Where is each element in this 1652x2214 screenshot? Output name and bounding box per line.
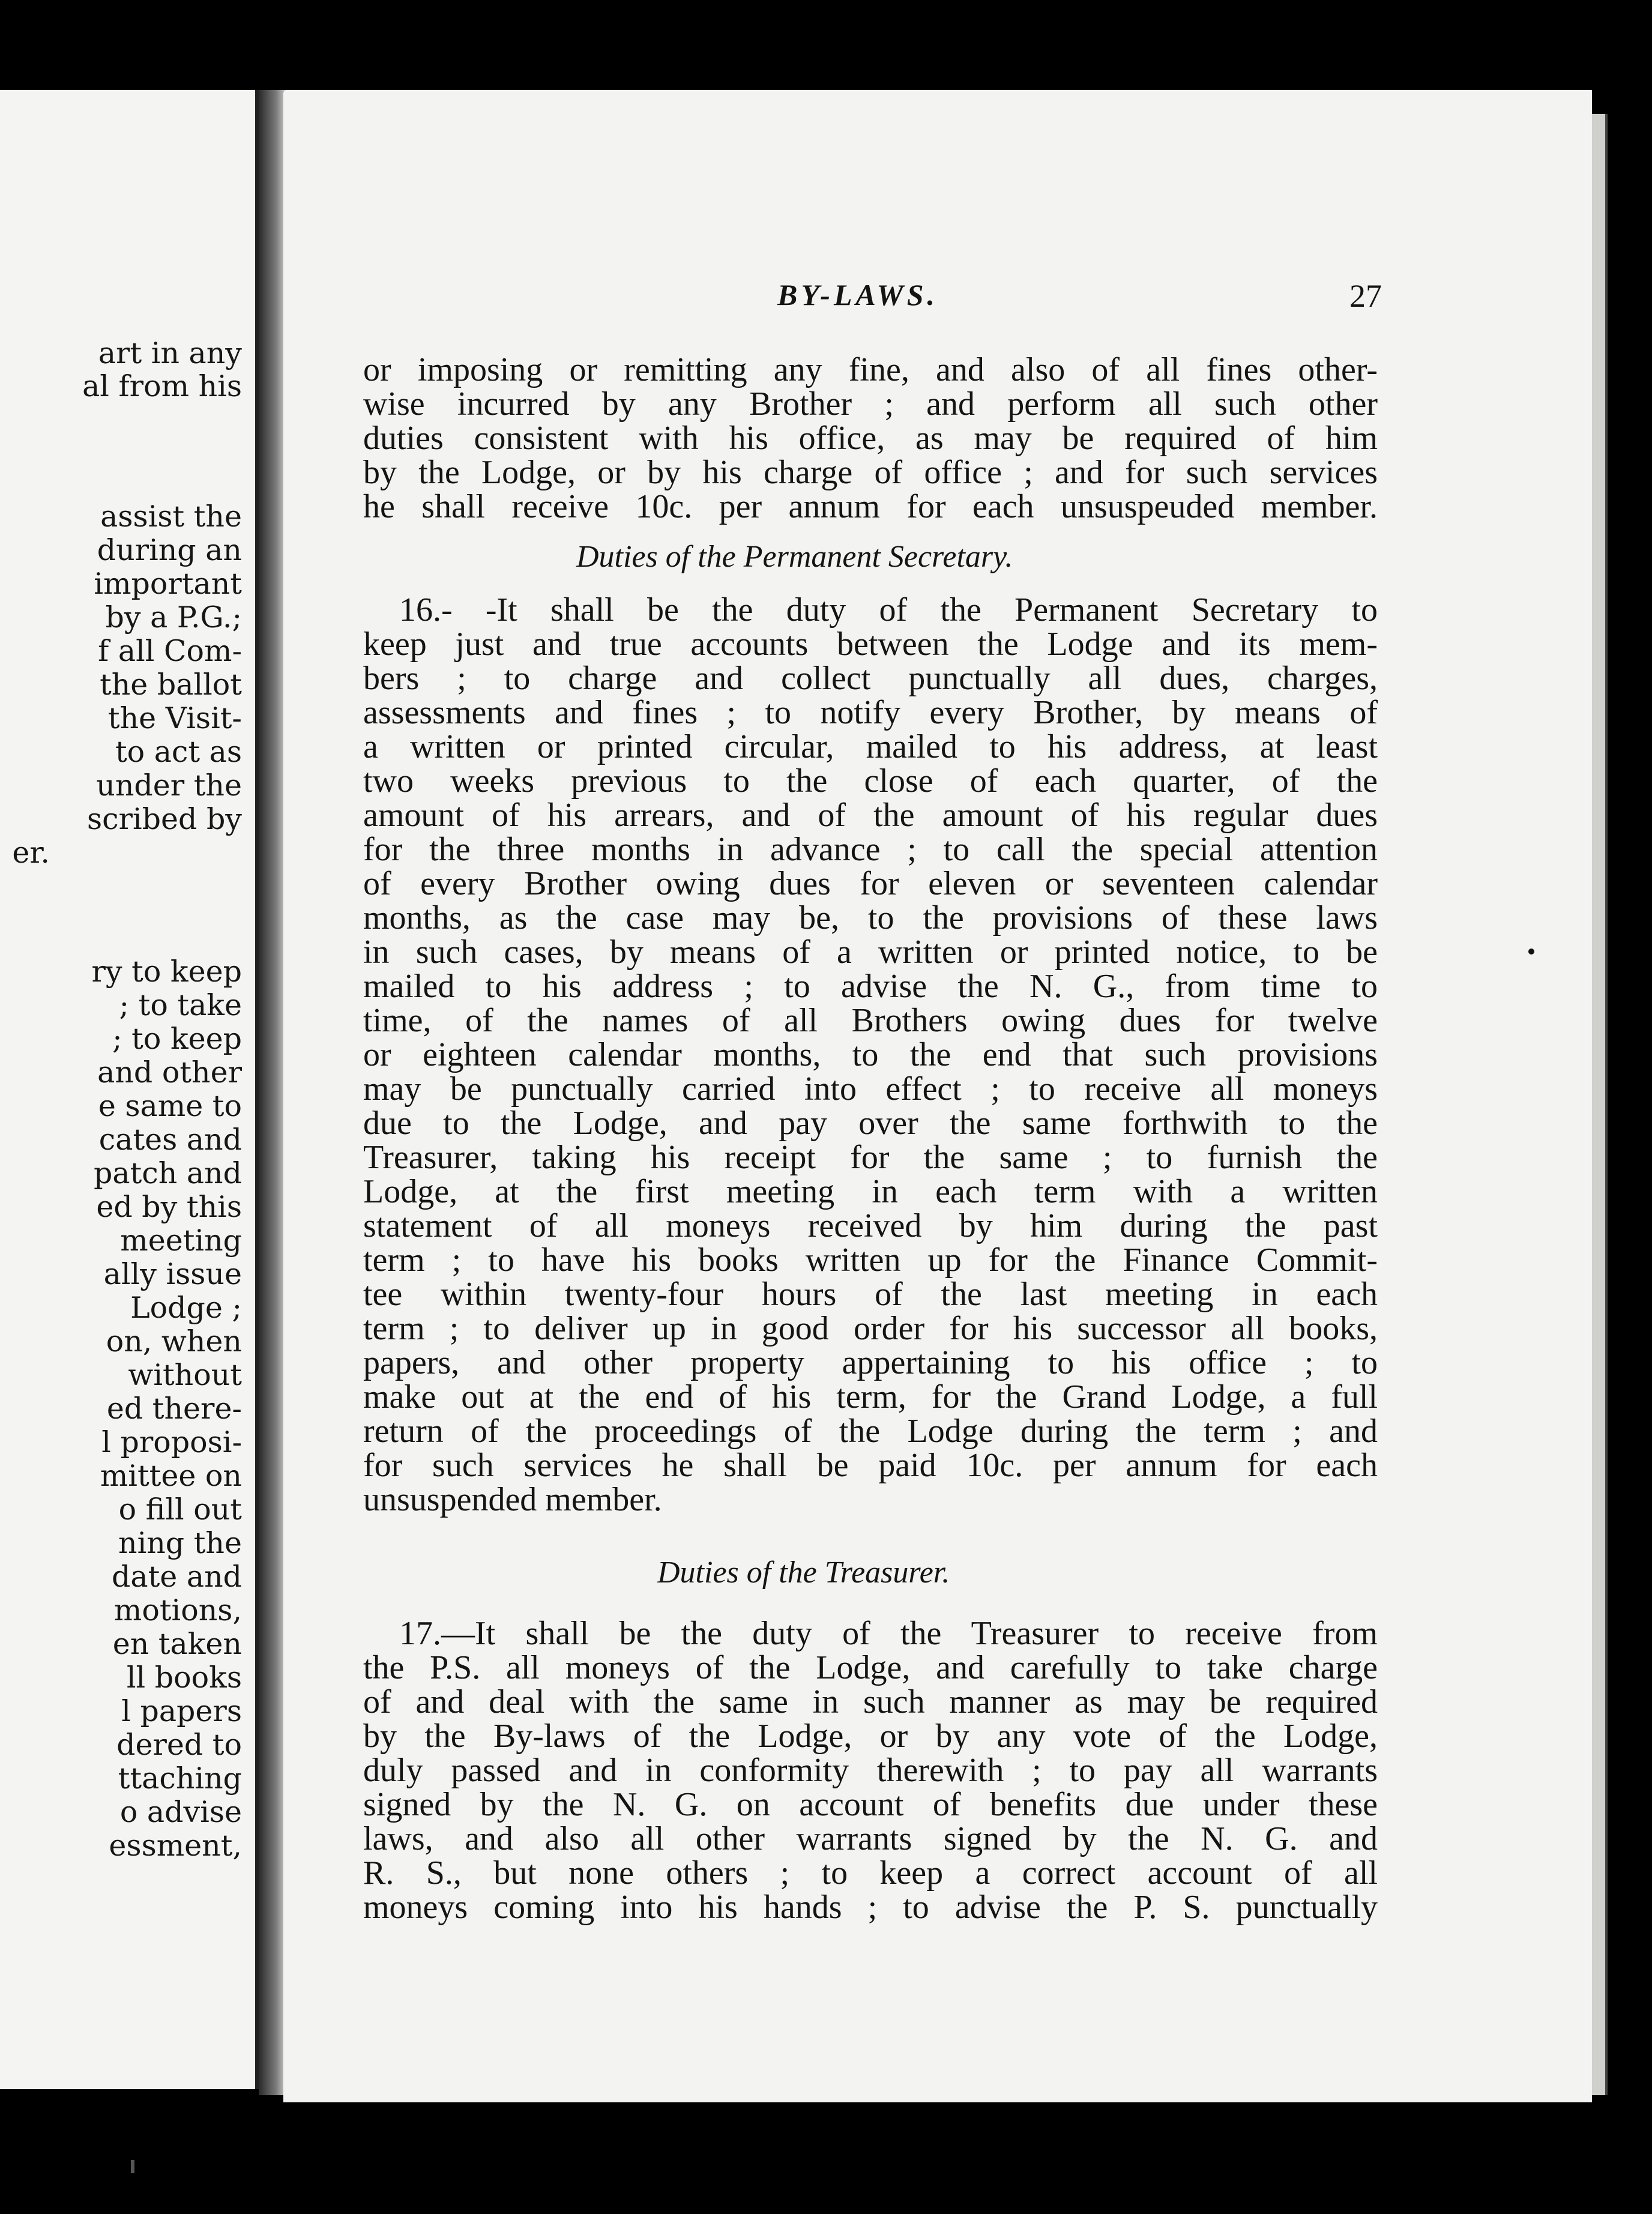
text-line: of and deal with the same in such manner as may be required bbox=[363, 1683, 1378, 1721]
text-line: Treasurer, taking his receipt for the same ; to furnish the bbox=[363, 1139, 1378, 1176]
section-heading-treasurer: Duties of the Treasurer. bbox=[657, 1555, 950, 1590]
text-line: mailed to his address ; to advise the N. G., from time to bbox=[363, 968, 1378, 1005]
left-line: ed by this bbox=[96, 1190, 242, 1224]
text-line: he shall receive 10c. per annum for each unsuspeuded member. bbox=[363, 488, 1378, 525]
text-line: for such services he shall be paid 10c. per annum for each bbox=[363, 1447, 1378, 1484]
left-line: l proposi- bbox=[101, 1425, 242, 1459]
left-line: the Visit- bbox=[107, 701, 242, 735]
left-line: under the bbox=[96, 768, 242, 803]
text-line: may be punctually carried into effect ; to receive all moneys bbox=[363, 1070, 1378, 1108]
left-line: al from his bbox=[82, 369, 242, 403]
left-line: meeting bbox=[120, 1223, 242, 1258]
left-line: ttaching bbox=[118, 1761, 242, 1796]
text-line: for the three months in advance ; to call the special attention bbox=[363, 831, 1378, 868]
text-line: Lodge, at the first meeting in each term with a written bbox=[363, 1173, 1378, 1210]
ink-speck bbox=[1528, 949, 1534, 955]
left-line: essment, bbox=[109, 1829, 242, 1863]
text-line: the P.S. all moneys of the Lodge, and carefully to take charge bbox=[363, 1649, 1378, 1686]
left-line: e same to bbox=[98, 1089, 242, 1123]
text-line: 17.—It shall be the duty of the Treasurer to receive from bbox=[399, 1615, 1378, 1652]
left-line: important bbox=[94, 567, 242, 601]
text-line: by the By-laws of the Lodge, or by any vote of the Lodge, bbox=[363, 1718, 1378, 1755]
text-line: term ; to deliver up in good order for his successor all books, bbox=[363, 1310, 1378, 1347]
text-line: two weeks previous to the close of each quarter, of the bbox=[363, 762, 1378, 800]
left-line: motions, bbox=[113, 1593, 242, 1627]
text-line: months, as the case may be, to the provisions of these laws bbox=[363, 899, 1378, 937]
left-facing-page bbox=[0, 90, 259, 2089]
text-line: time, of the names of all Brothers owing dues for twelve bbox=[363, 1002, 1378, 1039]
left-line: patch and bbox=[94, 1156, 242, 1190]
left-line: er. bbox=[12, 836, 50, 870]
text-line: papers, and other property appertaining to his office ; to bbox=[363, 1344, 1378, 1381]
running-head: BY-LAWS. bbox=[777, 278, 939, 312]
text-line: laws, and also all other warrants signed by the N. G. and bbox=[363, 1820, 1378, 1857]
text-line: in such cases, by means of a written or printed notice, to be bbox=[363, 934, 1378, 971]
text-line: term ; to have his books written up for the Finance Commit- bbox=[363, 1241, 1378, 1279]
left-line: ry to keep bbox=[91, 955, 242, 989]
left-line: o advise bbox=[119, 1795, 242, 1829]
page-edge bbox=[1592, 114, 1608, 2095]
left-line: ; to keep bbox=[112, 1022, 242, 1056]
text-line: wise incurred by any Brother ; and perform all such other bbox=[363, 385, 1378, 423]
text-line: tee within twenty-four hours of the last meeting in each bbox=[363, 1276, 1378, 1313]
left-line: scribed by bbox=[86, 802, 242, 836]
left-line: without bbox=[128, 1358, 242, 1392]
left-line: ally issue bbox=[103, 1257, 242, 1291]
text-line: of every Brother owing dues for eleven or seventeen calendar bbox=[363, 865, 1378, 902]
text-line: statement of all moneys received by him during the past bbox=[363, 1207, 1378, 1244]
section-heading-permanent-secretary: Duties of the Permanent Secretary. bbox=[576, 540, 1013, 574]
text-line: 16.- -It shall be the duty of the Permanent Secretary to bbox=[399, 591, 1378, 629]
text-line: by the Lodge, or by his charge of office ; and for such services bbox=[363, 454, 1378, 491]
left-line: ll books bbox=[126, 1660, 242, 1695]
text-line: duly passed and in conformity therewith ; to pay all warrants bbox=[363, 1752, 1378, 1789]
text-line: signed by the N. G. on account of benefits due under these bbox=[363, 1786, 1378, 1823]
left-line: during an bbox=[97, 533, 242, 567]
left-line: o fill out bbox=[118, 1492, 242, 1527]
left-line: assist the bbox=[100, 499, 242, 534]
left-line: art in any bbox=[98, 336, 242, 370]
left-line: date and bbox=[112, 1560, 242, 1594]
text-line: return of the proceedings of the Lodge during the term ; and bbox=[363, 1413, 1378, 1450]
left-line: dered to bbox=[116, 1728, 242, 1762]
scan-smudge bbox=[131, 2160, 134, 2173]
left-line: ed there- bbox=[106, 1392, 242, 1426]
left-line: on, when bbox=[106, 1324, 242, 1359]
left-line: ; to take bbox=[119, 988, 242, 1022]
left-line: l papers bbox=[121, 1694, 242, 1728]
text-line: a written or printed circular, mailed to his address, at least bbox=[363, 728, 1378, 765]
text-line: keep just and true accounts between the Lodge and its mem- bbox=[363, 626, 1378, 663]
page-number: 27 bbox=[1349, 278, 1382, 314]
left-line: ning the bbox=[118, 1526, 242, 1560]
text-line: unsuspended member. bbox=[363, 1481, 662, 1518]
text-line: or imposing or remitting any fine, and also of all fines other- bbox=[363, 351, 1378, 388]
left-line: cates and bbox=[98, 1123, 242, 1157]
left-line: to act as bbox=[115, 735, 242, 769]
text-line: R. S., but none others ; to keep a correct account of all bbox=[363, 1854, 1378, 1892]
left-line: Lodge ; bbox=[130, 1291, 242, 1325]
left-line: and other bbox=[97, 1055, 242, 1090]
left-line: en taken bbox=[112, 1627, 242, 1661]
left-line: by a P.G.; bbox=[105, 600, 242, 635]
left-line: the ballot bbox=[100, 668, 242, 702]
text-line: due to the Lodge, and pay over the same forthwith to the bbox=[363, 1105, 1378, 1142]
text-line: bers ; to charge and collect punctually all dues, charges, bbox=[363, 660, 1378, 697]
text-line: make out at the end of his term, for the Grand Lodge, a full bbox=[363, 1378, 1378, 1416]
left-line: mittee on bbox=[100, 1459, 242, 1493]
text-line: moneys coming into his hands ; to advise the P. S. punctually bbox=[363, 1889, 1378, 1926]
text-line: assessments and fines ; to notify every Brother, by means of bbox=[363, 694, 1378, 731]
text-line: or eighteen calendar months, to the end that such provisions bbox=[363, 1036, 1378, 1073]
text-line: duties consistent with his office, as may be required of him bbox=[363, 420, 1378, 457]
left-line: f all Com- bbox=[98, 634, 242, 668]
text-line: amount of his arrears, and of the amount of his regular dues bbox=[363, 797, 1378, 834]
